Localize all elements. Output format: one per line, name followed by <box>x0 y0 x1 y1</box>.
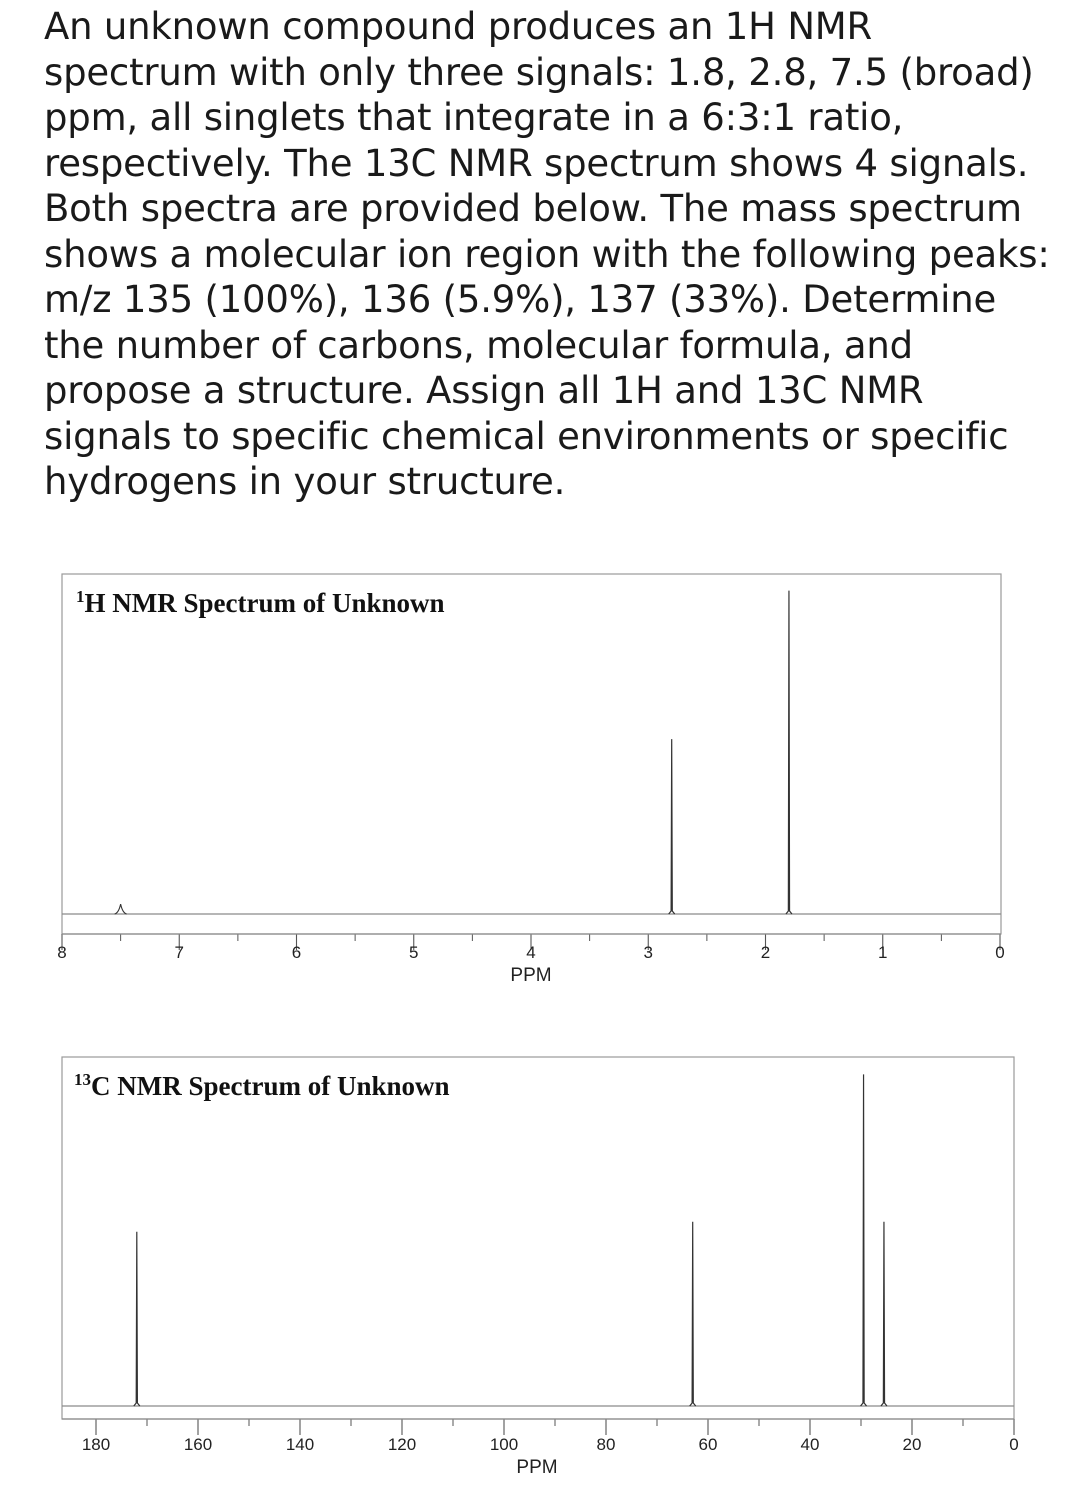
chart-title <box>76 587 445 618</box>
x-tick-label: 80 <box>596 1435 616 1454</box>
x-tick-label: 160 <box>183 1435 213 1454</box>
chart-title-text: C NMR Spectrum of Unknown <box>91 1071 450 1101</box>
nmr-peak <box>115 904 127 914</box>
x-axis-label: PPM <box>516 1457 558 1478</box>
nmr-peak <box>786 591 792 914</box>
chart-title-sup: 1 <box>76 587 85 606</box>
x-tick-label: 5 <box>409 943 419 962</box>
x-tick-label: 7 <box>174 943 184 962</box>
plot-frame <box>62 574 1001 934</box>
x-tick-label: 1 <box>878 943 888 962</box>
chart-title-text: H NMR Spectrum of Unknown <box>84 588 445 618</box>
nmr-peak <box>690 1222 696 1406</box>
x-tick-label: 0 <box>1009 1435 1019 1454</box>
chart-title-sup: 13 <box>74 1070 91 1089</box>
h-nmr-chart <box>0 560 1080 1080</box>
question-text: An unknown compound produces an 1H NMR spectrum with only three signals: 1.8, 2.8, 7.5 (broad) ppm, all singlets that integrate in a 6:3:1 ratio, respectively. The 13C NMR spectrum shows 4 signals. Both spectra are provided below. The mass spectrum shows a molecular ion region with the following peaks: m/z 135 (100%), 136 (5.9%), 137 (33%). Determine the number of carbons, molecular formula, and propose a structure. Assign all 1H and 13C NMR signals to specific chemical environments or specific hydrogens in your structure. <box>44 5 1050 503</box>
x-axis-label: PPM <box>510 965 552 986</box>
c-nmr-chart <box>0 1045 1080 1495</box>
x-tick-label: 0 <box>995 943 1005 962</box>
x-tick-label: 6 <box>291 943 302 962</box>
x-tick-label: 60 <box>698 1435 718 1454</box>
plot-frame <box>62 1057 1014 1419</box>
x-tick-label: 20 <box>902 1435 922 1454</box>
x-tick-label: 40 <box>800 1435 820 1454</box>
nmr-peak <box>861 1074 867 1406</box>
x-tick-label: 100 <box>489 1435 519 1454</box>
nmr-peak <box>881 1222 887 1406</box>
x-tick-label: 140 <box>285 1435 315 1454</box>
x-tick-label: 2 <box>760 943 771 962</box>
x-tick-label: 8 <box>57 943 67 962</box>
x-tick-label: 3 <box>643 943 653 962</box>
x-tick-label: 180 <box>81 1435 111 1454</box>
nmr-peak <box>134 1232 140 1406</box>
nmr-peak <box>669 739 675 914</box>
chart-title <box>74 1070 450 1101</box>
x-tick-label: 4 <box>526 943 536 962</box>
x-tick-label: 120 <box>387 1435 417 1454</box>
